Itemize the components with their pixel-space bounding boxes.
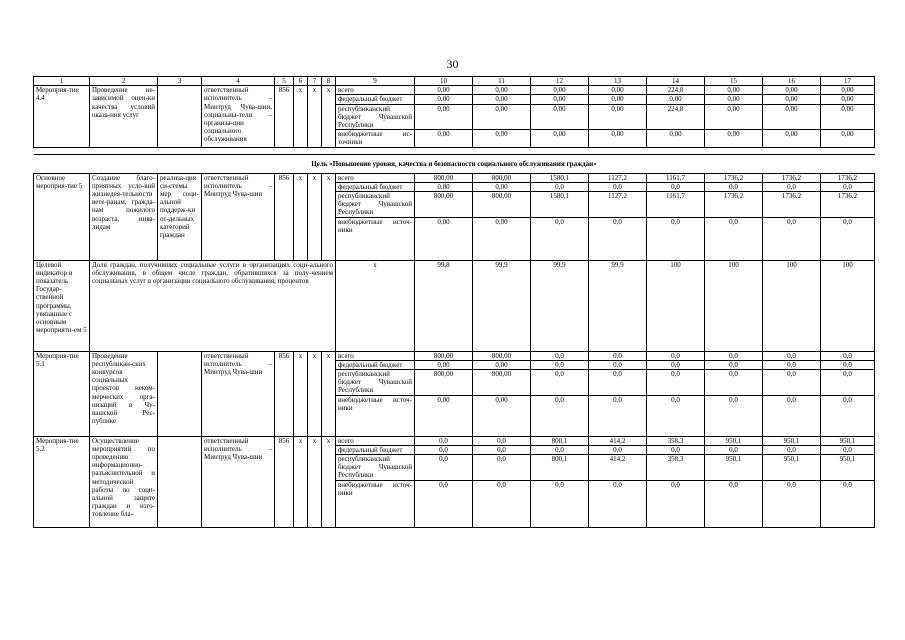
column-header: 10 [415,77,473,86]
value-cell: 0,0 [589,351,647,360]
value-cell: 0,0 [705,360,763,369]
column-header: 13 [589,77,647,86]
code-cell: 856 [275,86,294,147]
value-cell: 0,00 [705,130,763,147]
value-cell: 1736,2 [821,173,875,182]
funding-source: всего [336,351,415,360]
value-cell: 0,0 [415,436,473,445]
column-header: 1 [34,77,90,86]
value-cell: 800,00 [473,370,531,396]
code-cell: x [294,351,308,436]
funding-source: федеральный бюджет [336,360,415,369]
value-cell: 0,00 [705,86,763,95]
column-header: 6 [294,77,308,86]
column-header: 11 [473,77,531,86]
value-cell: 0,0 [589,182,647,191]
value-cell: 950,1 [763,436,821,445]
measure-goal [158,86,202,147]
value-cell: 0,0 [763,395,821,436]
value-cell: 1127,2 [589,192,647,218]
responsible-executor: ответственный исполнитель – Минтруд Чува-шии, социальны-тели – организа-ции социального обслуживания [202,86,275,147]
code-cell: x [308,351,322,436]
value-cell: 0,0 [589,395,647,436]
measure-id: Мероприя-тие 5.2 [34,436,90,527]
value-cell: 0,0 [763,351,821,360]
measure-name: Создание благо-приятных усло-вий жизнедея-тельности вете-ранам, гражда-нам пожилого возраста, инва-лидам [90,173,158,260]
value-cell: 0,00 [821,95,875,104]
value-cell: 0,0 [647,480,705,527]
value-cell: 0,00 [473,182,531,191]
value-cell: 0,0 [647,395,705,436]
table-row [34,173,875,182]
value-cell: 0,0 [589,360,647,369]
value-cell: 0,0 [473,445,531,454]
value-cell: 0,0 [415,480,473,527]
table-row [34,436,875,445]
code-cell: x [294,173,308,260]
value-cell: 0,00 [531,104,589,130]
responsible-executor: ответственный исполнитель – Минтруд Чува-шии [202,173,275,260]
value-cell: 0,00 [415,95,473,104]
funding-source: федеральный бюджет [336,182,415,191]
value-cell: 0,0 [705,480,763,527]
value-cell: 0,0 [821,351,875,360]
value-cell: 950,1 [705,436,763,445]
value-cell: 1127,2 [589,173,647,182]
indicator-value: 100 [647,260,705,351]
value-cell: 0,0 [531,351,589,360]
value-cell: 0,0 [531,395,589,436]
value-cell: 0,0 [821,182,875,191]
value-cell: 0,00 [589,95,647,104]
funding-source: внебюджетные источ-ники [336,480,415,527]
value-cell: 0,0 [589,480,647,527]
table-row [34,86,875,95]
code-cell: x [308,86,322,147]
indicator-value: 99,9 [531,260,589,351]
column-header: 9 [336,77,415,86]
indicator-row [34,260,875,351]
value-cell: 0,00 [473,130,531,147]
code-cell: x [322,351,336,436]
value-cell: 0,0 [415,445,473,454]
value-cell: 0,00 [473,86,531,95]
value-cell: 0,0 [763,445,821,454]
value-cell: 0,0 [415,455,473,481]
column-header: 7 [308,77,322,86]
value-cell: 0,0 [821,370,875,396]
column-header: 15 [705,77,763,86]
value-cell: 1736,2 [821,192,875,218]
value-cell: 950,1 [705,455,763,481]
value-cell: 0,0 [647,370,705,396]
value-cell: 414,2 [589,436,647,445]
value-cell: 0,0 [589,217,647,260]
column-header: 12 [531,77,589,86]
responsible-executor: ответственный исполнитель – Минтруд Чува-шии [202,351,275,436]
indicator-value: 99,9 [473,260,531,351]
code-cell: x [322,86,336,147]
value-cell: 0,00 [647,130,705,147]
funding-source: республиканский бюджет Чувашской Республики [336,104,415,130]
indicator-label: Целевой индикатор и показатель Государ-ственной программы, увязанные с основным мероприяти-ем 5 [34,260,90,351]
value-cell: 0,00 [473,104,531,130]
value-cell: 0,00 [589,86,647,95]
indicator-text: Доля граждан, получивших социальные услуги в организациях соци-ального обслуживания, в общем числе граждан, обратившихся за полу-чением социальных услуг в организации социального обслуживания, процентов [90,260,336,351]
column-header: 3 [158,77,202,86]
value-cell: 0,0 [821,445,875,454]
value-cell: 0,0 [473,455,531,481]
indicator-x: x [336,260,415,351]
code-cell: x [294,436,308,527]
measure-name: Проведение республикан-ских конкурсов социальных проектов неком-мерческих орга-низаций в Чу-вашской Рес-публике [90,351,158,436]
value-cell: 0,0 [763,217,821,260]
value-cell: 0,00 [415,217,473,260]
funding-source: всего [336,173,415,182]
measure-name: Осуществление мероприятий по проведению информационно-разъяснительной и методической работы по соци-альной защите граждан и изго-товление бла- [90,436,158,527]
measure-id: Основное мероприя-тие 5 [34,173,90,260]
value-cell: 224,8 [647,86,705,95]
column-header: 17 [821,77,875,86]
value-cell: 0,0 [647,217,705,260]
funding-source: республиканский бюджет Чувашской Республики [336,455,415,481]
funding-source: всего [336,436,415,445]
value-cell: 950,1 [821,455,875,481]
value-cell: 0,0 [531,480,589,527]
value-cell: 800,00 [473,173,531,182]
value-cell: 0,0 [647,182,705,191]
value-cell: 358,3 [647,455,705,481]
value-cell: 0,0 [705,370,763,396]
value-cell: 0,0 [473,480,531,527]
value-cell: 0,0 [763,480,821,527]
measure-name: Проведение не-зависимой оцен-ки качества условий оказа-ния услуг [90,86,158,147]
value-cell: 800,00 [415,192,473,218]
value-cell: 0,0 [589,370,647,396]
value-cell: 0,00 [473,395,531,436]
value-cell: 0,0 [531,445,589,454]
value-cell: 0,0 [821,395,875,436]
value-cell: 0,0 [531,370,589,396]
table-row [34,351,875,360]
indicator-value: 99,8 [415,260,473,351]
indicator-value: 99,9 [589,260,647,351]
goal-heading: Цель «Повышение уровня, качества и безопасности социального обслуживания граждан» [34,154,875,173]
value-cell: 1736,2 [705,173,763,182]
value-cell: 0,0 [705,351,763,360]
value-cell: 0,00 [763,130,821,147]
value-cell: 0,0 [705,217,763,260]
value-cell: 0,00 [821,130,875,147]
value-cell: 800,00 [415,351,473,360]
value-cell: 0,00 [415,86,473,95]
value-cell: 950,1 [763,455,821,481]
value-cell: 0,00 [415,104,473,130]
value-cell: 0,00 [531,130,589,147]
value-cell: 0,00 [473,360,531,369]
value-cell: 0,0 [821,480,875,527]
value-cell: 0,00 [821,86,875,95]
column-header: 2 [90,77,158,86]
column-header: 4 [202,77,275,86]
value-cell: 0,0 [647,445,705,454]
value-cell: 224,8 [647,104,705,130]
responsible-executor: ответственный исполнитель – Минтруд Чува-шии [202,436,275,527]
value-cell: 0,0 [763,360,821,369]
value-cell: 0,00 [415,182,473,191]
funding-source: внебюджетные ис-точники [336,130,415,147]
measure-goal [158,351,202,436]
value-cell: 0,00 [415,395,473,436]
value-cell: 1736,2 [763,192,821,218]
value-cell: 0,0 [763,182,821,191]
indicator-value: 100 [705,260,763,351]
value-cell: 0,0 [705,182,763,191]
value-cell: 0,00 [705,95,763,104]
value-cell: 950,1 [821,436,875,445]
funding-source: всего [336,86,415,95]
value-cell: 0,00 [531,95,589,104]
code-cell: x [294,86,308,147]
indicator-value: 100 [821,260,875,351]
value-cell: 1736,2 [705,192,763,218]
value-cell: 0,00 [821,104,875,130]
page-number: 30 [446,57,459,71]
value-cell: 800,00 [473,192,531,218]
value-cell: 358,3 [647,436,705,445]
funding-source: внебюджетные источ-ники [336,395,415,436]
value-cell: 0,00 [589,104,647,130]
code-cell: 856 [275,351,294,436]
funding-source: федеральный бюджет [336,445,415,454]
code-cell: x [308,173,322,260]
value-cell: 0,0 [705,445,763,454]
value-cell: 0,0 [473,436,531,445]
value-cell: 0,00 [531,86,589,95]
value-cell: 0,0 [763,370,821,396]
measure-goal [158,436,202,527]
budget-table [33,76,875,528]
code-cell: x [308,436,322,527]
value-cell: 0,00 [647,95,705,104]
value-cell: 1161,7 [647,192,705,218]
code-cell: 856 [275,173,294,260]
value-cell: 1736,2 [763,173,821,182]
code-cell: x [322,173,336,260]
value-cell: 800,00 [473,351,531,360]
funding-source: федеральный бюджет [336,95,415,104]
value-cell: 0,00 [473,95,531,104]
funding-source: внебюджетные источ-ники [336,217,415,260]
column-header: 14 [647,77,705,86]
value-cell: 0,0 [589,445,647,454]
code-cell: 856 [275,436,294,527]
value-cell: 1580,1 [531,173,589,182]
value-cell: 0,00 [415,360,473,369]
value-cell: 0,0 [705,395,763,436]
value-cell: 0,00 [763,95,821,104]
value-cell: 0,00 [705,104,763,130]
value-cell: 1580,1 [531,192,589,218]
code-cell: x [322,436,336,527]
spacer [34,147,875,154]
value-cell: 1161,7 [647,173,705,182]
value-cell: 800,00 [415,173,473,182]
value-cell: 800,1 [531,455,589,481]
value-cell: 0,0 [531,360,589,369]
column-header: 8 [322,77,336,86]
value-cell: 0,00 [589,130,647,147]
funding-source: республиканский бюджет Чувашской Республики [336,370,415,396]
measure-id: Мероприя-тие 5.1 [34,351,90,436]
value-cell: 0,0 [531,217,589,260]
value-cell: 0,00 [763,86,821,95]
column-header: 16 [763,77,821,86]
value-cell: 0,0 [647,351,705,360]
indicator-value: 100 [763,260,821,351]
value-cell: 0,0 [821,360,875,369]
value-cell: 0,00 [473,217,531,260]
value-cell: 800,00 [415,370,473,396]
measure-goal: реализа-ция си-стемы мер соци-альной поддерж-ки от-дельных категорий граждан [158,173,202,260]
value-cell: 0,00 [763,104,821,130]
value-cell: 414,2 [589,455,647,481]
column-header: 5 [275,77,294,86]
value-cell: 0,0 [531,182,589,191]
value-cell: 0,0 [647,360,705,369]
value-cell: 800,1 [531,436,589,445]
funding-source: республиканский бюджет Чувашской Республики [336,192,415,218]
value-cell: 0,0 [821,217,875,260]
measure-id: Мероприя-тие 4.4 [34,86,90,147]
value-cell: 0,00 [415,130,473,147]
